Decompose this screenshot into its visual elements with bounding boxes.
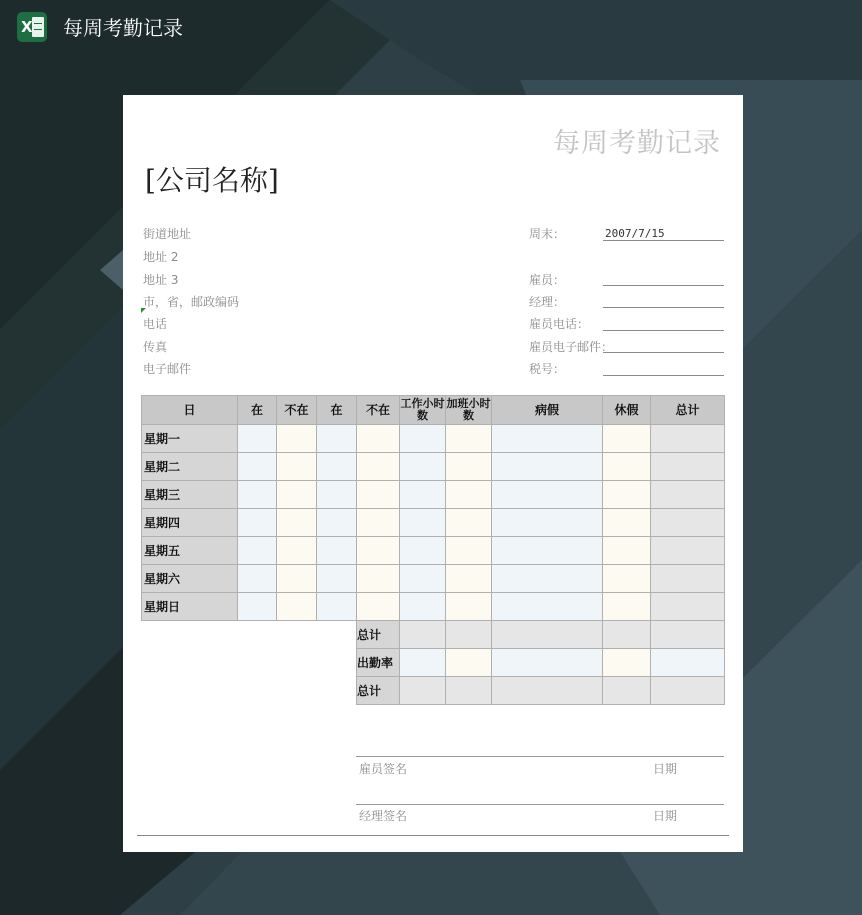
summary-cell[interactable] [603,677,651,705]
column-header: 病假 [492,396,603,425]
table-cell[interactable] [277,537,317,565]
summary-cell[interactable] [446,621,492,649]
table-cell[interactable] [603,481,651,509]
app-title: 每周考勤记录 [63,16,183,40]
table-cell[interactable] [400,481,446,509]
employee-phone-label: 雇员电话： [529,317,590,331]
summary-cell[interactable] [492,649,603,677]
table-cell[interactable] [357,453,400,481]
table-cell[interactable] [446,481,492,509]
table-cell[interactable] [492,593,603,621]
summary-cell[interactable] [603,649,651,677]
tax-id-field[interactable] [603,362,724,376]
employee-signature-label: 雇员签名 [359,762,408,776]
address-line-2[interactable]: 地址 2 [143,250,179,264]
table-cell[interactable] [603,565,651,593]
table-cell[interactable] [651,509,725,537]
table-cell[interactable] [317,481,357,509]
table-cell[interactable] [400,425,446,453]
column-header: 加班小时数 [446,396,492,425]
table-header-row [142,396,725,425]
summary-cell[interactable] [446,649,492,677]
table-cell[interactable] [357,565,400,593]
address-street[interactable]: 街道地址 [143,227,192,241]
table-cell[interactable] [357,481,400,509]
app-header [0,0,862,58]
table-row [142,425,725,453]
company-name[interactable]: [公司名称] [145,164,279,197]
column-header: 在 [238,396,277,425]
table-cell[interactable] [651,593,725,621]
manager-field[interactable] [603,294,724,308]
table-cell[interactable] [492,481,603,509]
employee-label: 雇员： [529,273,566,287]
attendance-table [141,395,725,705]
table-cell[interactable] [400,565,446,593]
summary-cell[interactable] [492,621,603,649]
table-row [142,481,725,509]
summary-label: 出勤率 [357,649,400,677]
table-cell[interactable] [357,537,400,565]
week-end-label: 周末： [529,227,566,241]
address-city[interactable]: 市，省，邮政编码 [143,295,240,309]
table-cell[interactable] [277,593,317,621]
column-header: 在 [317,396,357,425]
cell-comment-marker [141,308,146,313]
column-header: 休假 [603,396,651,425]
table-cell[interactable] [446,509,492,537]
day-label: 星期日 [142,593,238,621]
manager-label: 经理： [529,295,566,309]
table-cell[interactable] [238,565,277,593]
summary-cell[interactable] [492,677,603,705]
table-cell[interactable] [277,509,317,537]
table-cell[interactable] [603,425,651,453]
table-row [142,593,725,621]
summary-cell[interactable] [446,677,492,705]
summary-row [142,621,725,649]
day-label: 星期六 [142,565,238,593]
summary-cell[interactable] [400,649,446,677]
table-cell[interactable] [651,425,725,453]
table-cell[interactable] [603,593,651,621]
table-cell[interactable] [492,453,603,481]
attendance-sheet [123,95,743,852]
table-row [142,537,725,565]
address-fax[interactable]: 传真 [143,340,168,354]
summary-cell[interactable] [400,621,446,649]
day-label: 星期二 [142,453,238,481]
summary-cell[interactable] [400,677,446,705]
address-line-3[interactable]: 地址 3 [143,273,179,287]
employee-date-label: 日期 [653,762,678,776]
employee-email-label: 雇员电子邮件： [529,340,614,354]
address-email[interactable]: 电子邮件 [143,362,192,376]
day-label: 星期三 [142,481,238,509]
table-cell[interactable] [400,509,446,537]
document-title: 每周考勤记录 [553,128,721,159]
employee-field[interactable] [603,272,724,286]
table-cell[interactable] [238,481,277,509]
table-cell[interactable] [446,565,492,593]
table-cell[interactable] [492,509,603,537]
excel-icon: X [17,12,47,42]
column-header: 工作小时数 [400,396,446,425]
table-row [142,453,725,481]
table-cell[interactable] [277,453,317,481]
table-cell[interactable] [277,481,317,509]
empty-area [142,649,357,677]
summary-label: 总计 [357,677,400,705]
column-header: 日 [142,396,238,425]
table-cell[interactable] [400,453,446,481]
table-cell[interactable] [317,565,357,593]
table-cell[interactable] [238,593,277,621]
empty-area [142,677,357,705]
employee-email-field[interactable] [603,339,724,353]
table-cell[interactable] [651,537,725,565]
table-cell[interactable] [357,593,400,621]
summary-row [142,677,725,705]
table-cell[interactable] [651,453,725,481]
table-cell[interactable] [603,509,651,537]
empty-area [142,621,357,649]
table-cell[interactable] [238,453,277,481]
table-row [142,509,725,537]
bottom-divider [137,835,729,836]
table-row [142,565,725,593]
day-label: 星期四 [142,509,238,537]
summary-cell[interactable] [651,649,725,677]
day-label: 星期五 [142,537,238,565]
table-cell[interactable] [446,593,492,621]
table-cell[interactable] [277,425,317,453]
table-cell[interactable] [238,537,277,565]
table-cell[interactable] [651,481,725,509]
table-cell[interactable] [446,425,492,453]
table-cell[interactable] [317,593,357,621]
table-cell[interactable] [400,593,446,621]
table-cell[interactable] [492,537,603,565]
table-cell[interactable] [603,453,651,481]
summary-cell[interactable] [651,621,725,649]
table-cell[interactable] [317,537,357,565]
summary-row [142,649,725,677]
manager-signature-line[interactable] [356,804,724,805]
employee-signature-line[interactable] [356,756,724,757]
table-cell[interactable] [238,509,277,537]
address-phone[interactable]: 电话 [143,317,168,331]
manager-date-label: 日期 [653,809,678,823]
table-cell[interactable] [317,425,357,453]
table-cell[interactable] [357,509,400,537]
table-cell[interactable] [603,537,651,565]
column-header: 不在 [357,396,400,425]
column-header: 总计 [651,396,725,425]
summary-cell[interactable] [603,621,651,649]
table-cell[interactable] [446,453,492,481]
column-header: 不在 [277,396,317,425]
week-end-field[interactable]: 2007/7/15 [603,227,724,241]
table-cell[interactable] [357,425,400,453]
table-cell[interactable] [400,537,446,565]
table-cell[interactable] [317,509,357,537]
table-cell[interactable] [238,425,277,453]
table-cell[interactable] [651,565,725,593]
table-cell[interactable] [446,537,492,565]
employee-phone-field[interactable] [603,317,724,331]
tax-id-label: 税号： [529,362,566,376]
day-label: 星期一 [142,425,238,453]
manager-signature-label: 经理签名 [359,809,408,823]
table-cell[interactable] [492,565,603,593]
table-cell[interactable] [317,453,357,481]
summary-cell[interactable] [651,677,725,705]
summary-label: 总计 [357,621,400,649]
table-cell[interactable] [277,565,317,593]
table-cell[interactable] [492,425,603,453]
